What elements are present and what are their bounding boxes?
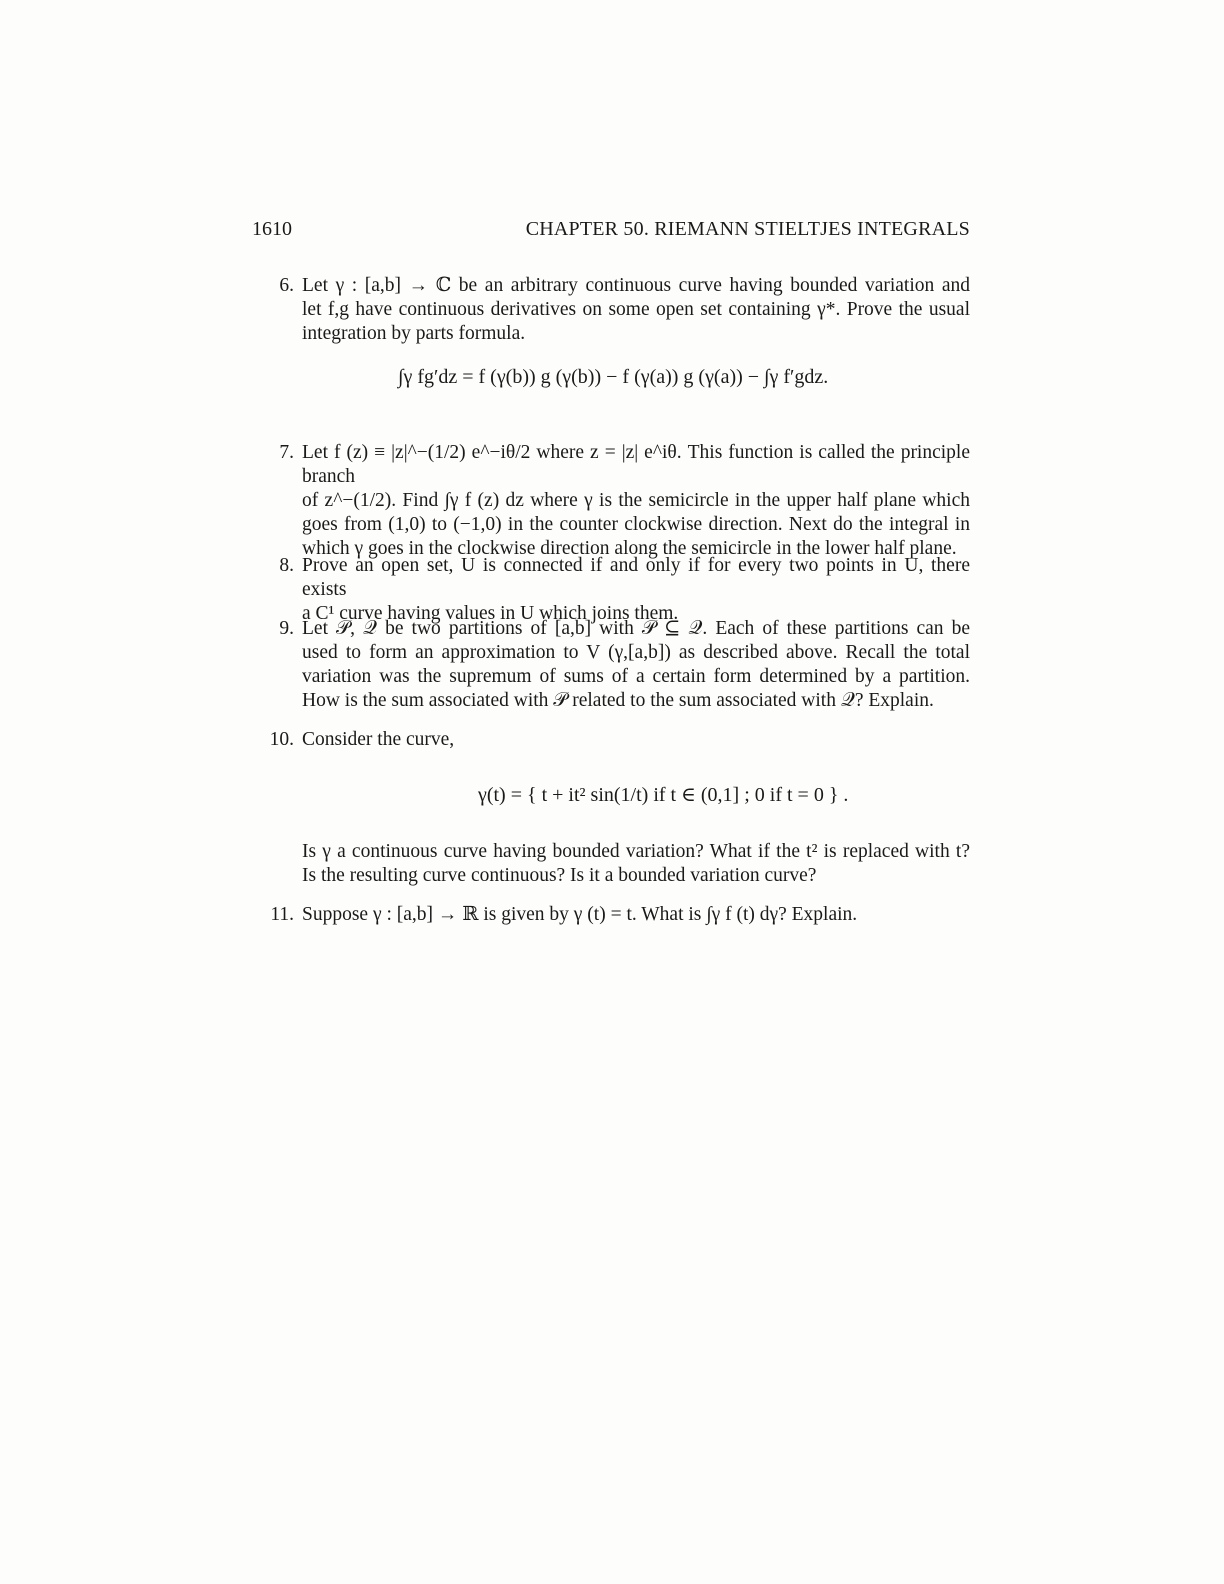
problem-text [302, 617, 970, 713]
problem-number: 7. [279, 442, 294, 463]
problem-11 [254, 903, 970, 927]
text-line: goes from (1,0) to (−1,0) in the counter clockwise direction. Next do the integral in [302, 514, 970, 535]
problem-10-continued [254, 840, 970, 888]
problem-text [302, 441, 970, 561]
problem-6 [254, 274, 970, 346]
integration-by-parts-equation [398, 366, 828, 389]
text-line: Let γ : [a,b] → ℂ be an arbitrary continuous curve having bounded variation and [302, 275, 970, 296]
text-line: Suppose γ : [a,b] → ℝ is given by γ (t) = t. What is ∫γ f (t) dγ? Explain. [302, 904, 858, 925]
text-line: Is the resulting curve continuous? Is it a bounded variation curve? [302, 865, 817, 886]
text-line: variation was the supremum of sums of a certain form determined by a partition. [302, 666, 970, 687]
text-line: Let 𝒫, 𝒬 be two partitions of [a,b] with 𝒫 ⊆ 𝒬. Each of these partitions can be [302, 618, 970, 639]
text-line: which γ goes in the clockwise direction along the semicircle in the lower half plane. [302, 538, 957, 559]
problem-text [302, 840, 970, 888]
problem-number: 10. [269, 729, 294, 750]
problem-10 [254, 728, 970, 752]
text-line: How is the sum associated with 𝒫 related to the sum associated with 𝒬? Explain. [302, 690, 934, 711]
text-line: Prove an open set, U is connected if and only if for every two points in U, there exists [302, 555, 970, 600]
text-line: Is γ a continuous curve having bounded variation? What if the t² is replaced with t? [302, 841, 970, 862]
problem-8 [254, 554, 970, 626]
problem-number: 11. [270, 904, 294, 925]
problem-text [302, 903, 970, 927]
text-line: integration by parts formula. [302, 323, 526, 344]
problem-number: 8. [279, 555, 294, 576]
problem-7 [254, 441, 970, 561]
text-line: of z^−(1/2). Find ∫γ f (z) dz where γ is the semicircle in the upper half plane which [302, 490, 970, 511]
chapter-title: CHAPTER 50. RIEMANN STIELTJES INTEGRALS [525, 218, 970, 240]
problem-9 [254, 617, 970, 713]
problem-text [302, 728, 970, 752]
page-number: 1610 [252, 218, 292, 240]
text-line: Let f (z) ≡ |z|^−(1/2) e^−iθ/2 where z = |z| e^iθ. This function is called the principle branch [302, 442, 970, 487]
text-line: Consider the curve, [302, 729, 455, 750]
problem-number: 6. [279, 275, 294, 296]
equation-text: ∫γ fg′dz = f (γ(b)) g (γ(b)) − f (γ(a)) g (γ(a)) − ∫γ f′gdz. [398, 366, 829, 388]
problem-text [302, 554, 970, 626]
text-line: let f,g have continuous derivatives on some open set containing γ*. Prove the usual [302, 299, 970, 320]
problem-number: 9. [279, 618, 294, 639]
problem-text [302, 274, 970, 346]
page-header [252, 218, 970, 244]
curve-definition-equation [478, 782, 848, 807]
text-line: a C¹ curve having values in U which joins them. [302, 603, 679, 624]
text-line: used to form an approximation to V (γ,[a,b]) as described above. Recall the total [302, 642, 970, 663]
equation-text: γ(t) = { t + it² sin(1/t) if t ∈ (0,1] ; 0 if t = 0 } . [478, 784, 849, 806]
